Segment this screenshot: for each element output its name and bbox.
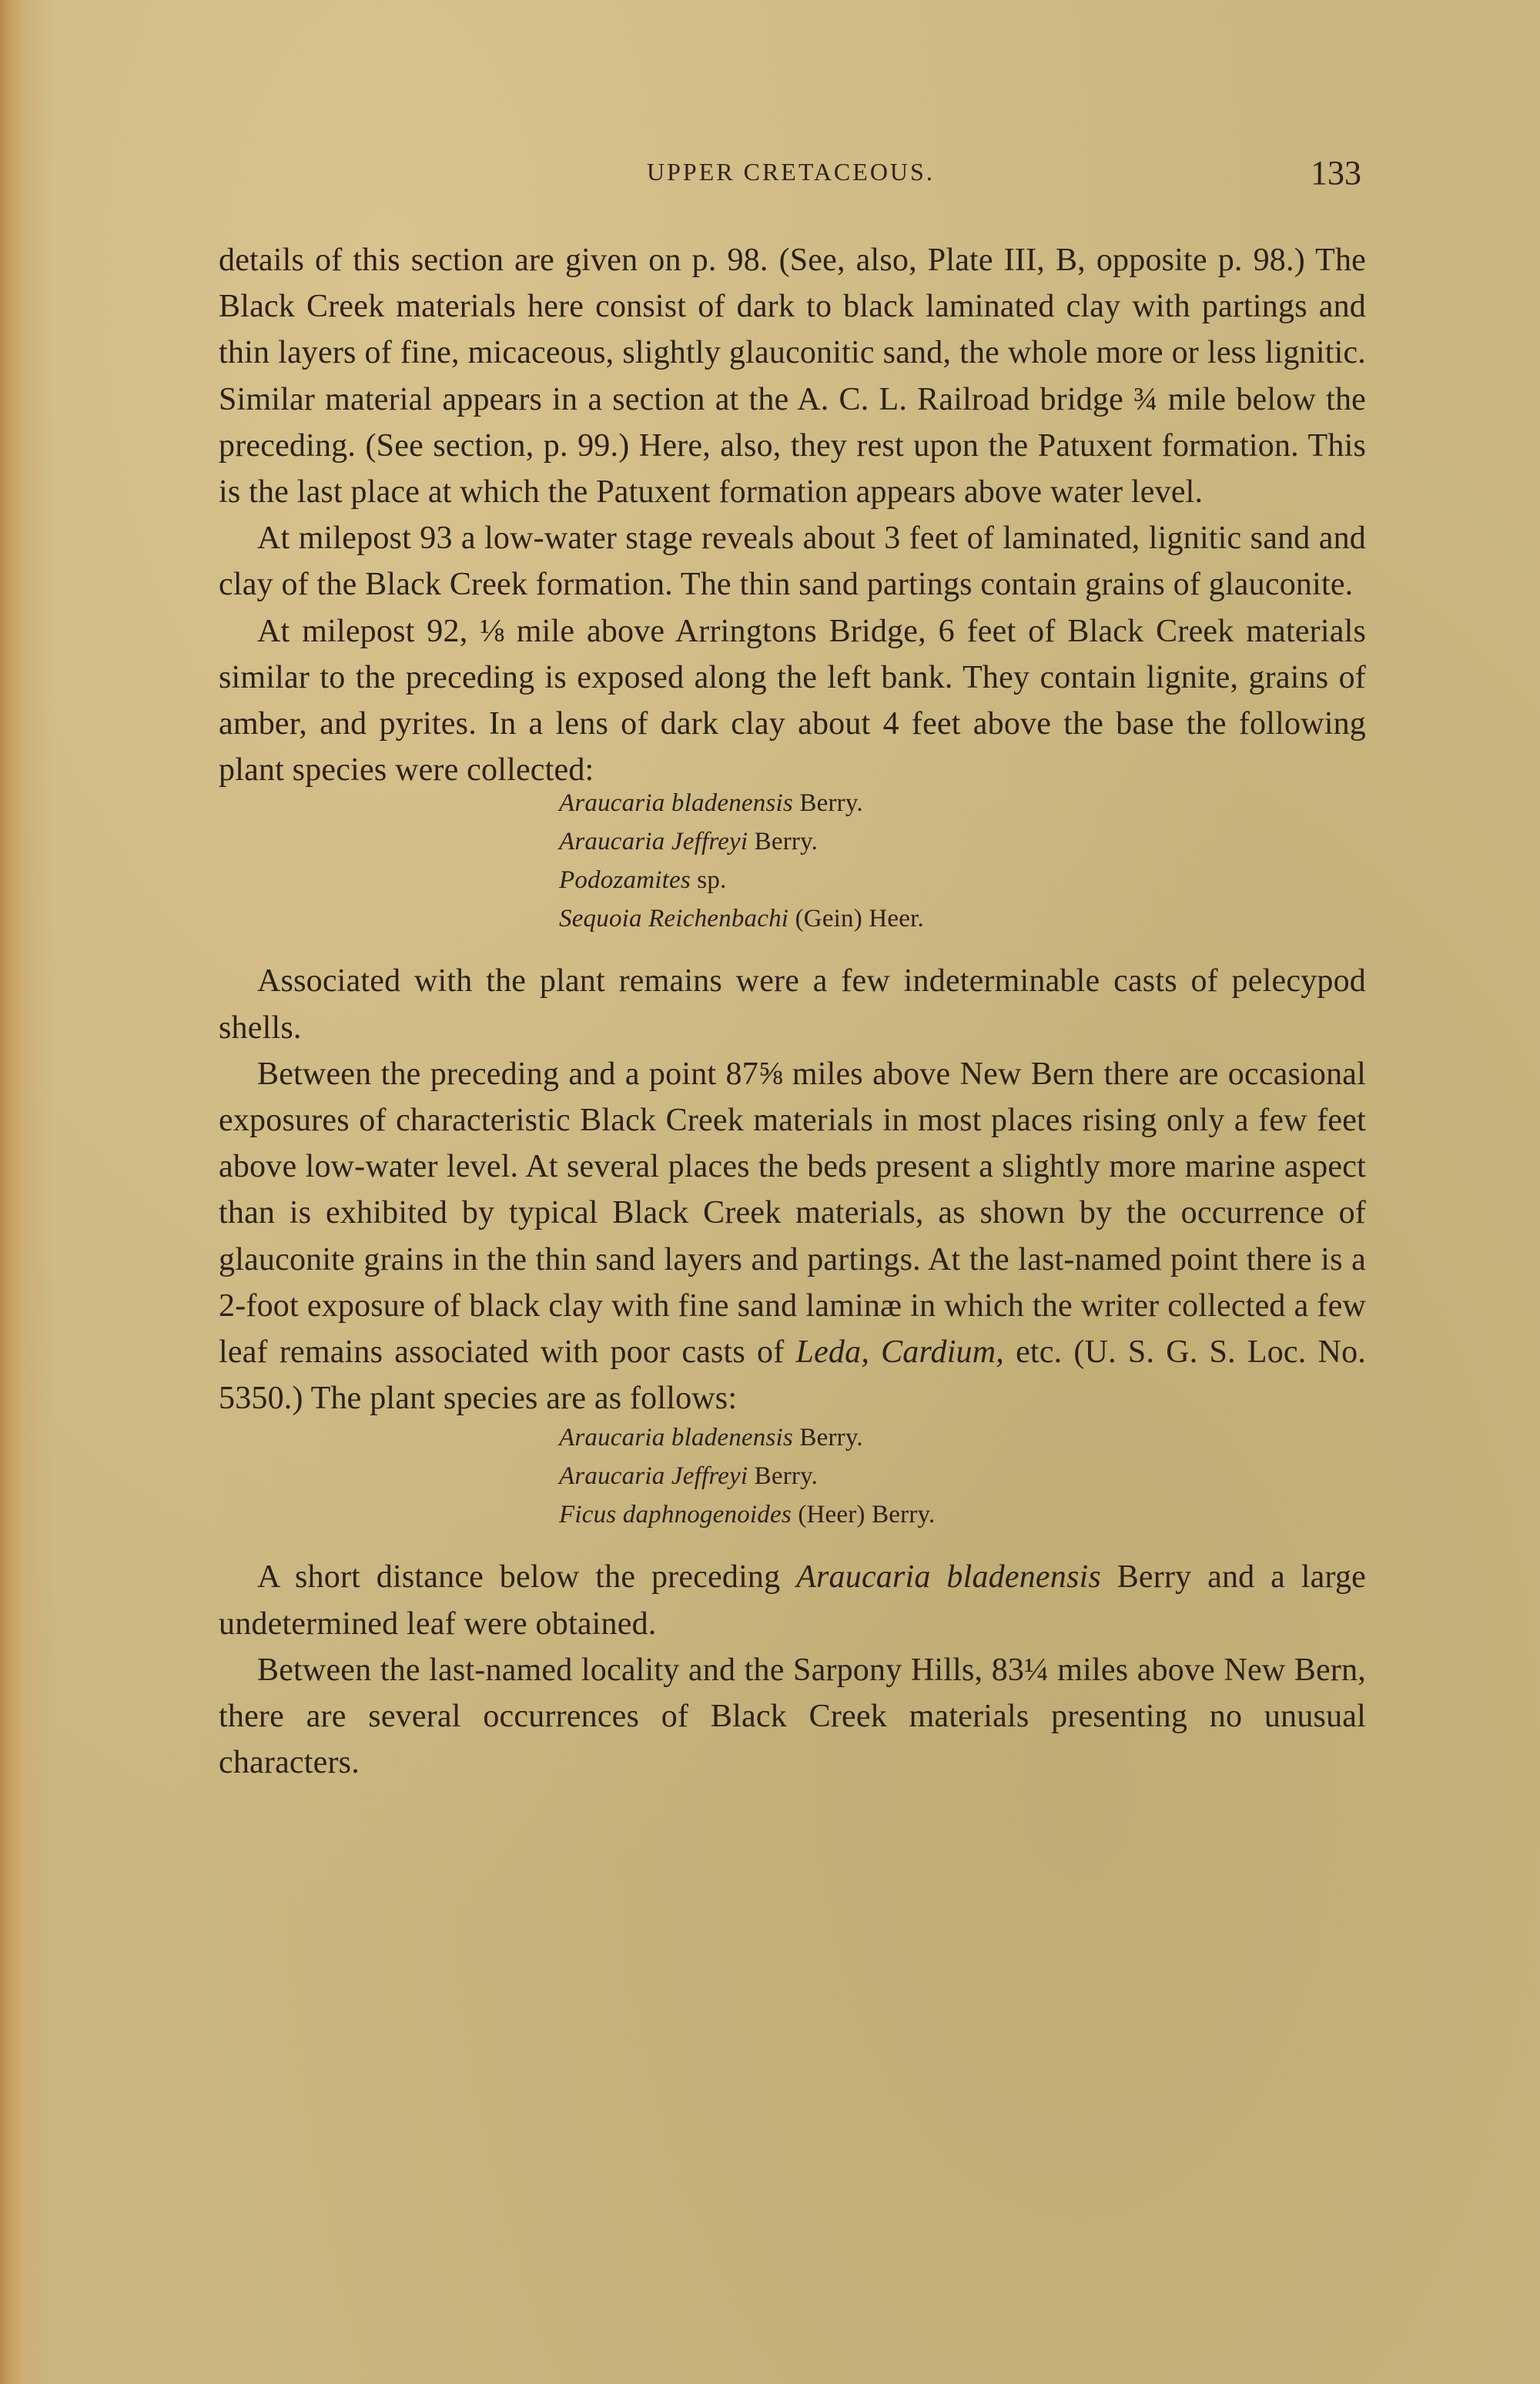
species-authority: Berry. [748,1462,819,1491]
running-title: UPPER CRETACEOUS. [647,158,935,186]
species-list [559,1418,1366,1534]
running-head [0,154,1540,196]
species-item [559,822,1366,861]
paragraph-text: Between the preceding and a point 87⅝ miles above New Bern there are occasional exposures of characteristic Black Creek materials in most places rising only a few feet above low-water level. At several places the beds present a slightly more marine aspect than is exhibited by typical Black Creek materials, as shown by the occurrence of glauconite grains in the thin sand layers and partings. At the last-named point there is a 2-foot exposure of black clay with fine sand laminæ in which the writer collected a few leaf remains associated with poor casts of [219,1056,1366,1371]
paragraph: Associated with the plant remains were a few indeterminable casts of pelecypod shells. [219,963,1366,1046]
species-item [559,861,1366,899]
species-item [559,1418,1366,1457]
italic-genera: Leda, Cardium, [795,1334,1004,1371]
paragraph-text: Berry and a large undetermined leaf were obtained. [219,1559,1366,1642]
species-authority: sp. [690,866,727,895]
species-authority: (Gein) Heer. [788,905,924,933]
species-authority: (Heer) Berry. [791,1501,936,1529]
italic-species: Araucaria bladenensis [796,1559,1101,1595]
paragraph [219,1051,1366,1422]
paragraph-text: A short distance below the preceding [257,1559,797,1595]
species-name: Podozamites [559,866,691,895]
species-name: Araucaria Jeffreyi [559,1462,748,1491]
paragraph-text: etc. (U. S. G. S. Loc. No. 5350.) The plant species are as follows: [219,1334,1366,1417]
species-name: Ficus daphnogenoides [559,1501,792,1529]
species-item [559,899,1366,938]
body-text [219,237,1366,1786]
paragraph: details of this section are given on p. 98. (See, also, Plate III, B, opposite p. 98.) The Black Creek materials here consist of dark to black laminated clay with partings and thin layers of fine, micaceous, slightly glauconitic sand, the whole more or less lignitic. Similar material appears in a section at the A. C. L. Railroad bridge ¾ mile below the preceding. (See section, p. 99.) Here, also, they rest upon the Patuxent formation. This is the last place at which the Patuxent formation appears above water level. [219,243,1366,511]
species-name: Araucaria bladenensis [559,789,793,818]
paragraph: At milepost 92, ⅛ mile above Arringtons Bridge, 6 feet of Black Creek materials similar to the preceding is exposed along the left bank. They contain lignite, grains of amber, and pyrites. In a lens of dark clay about 4 feet above the base the following plant species were collected: [219,613,1366,789]
species-item [559,1495,1366,1534]
paragraph: Between the last-named locality and the Sarpony Hills, 83¼ miles above New Bern, there are several occurrences of Black Creek materials presenting no unusual characters. [219,1652,1366,1781]
species-item [559,1457,1366,1495]
paragraph: At milepost 93 a low-water stage reveals about 3 feet of laminated, lignitic sand and clay of the Black Creek formation. The thin sand partings contain grains of glauconite. [219,521,1366,603]
species-name: Sequoia Reichenbachi [559,905,789,933]
species-authority: Berry. [792,789,863,818]
species-name: Araucaria bladenensis [559,1424,793,1452]
paragraph [219,1554,1366,1646]
species-authority: Berry. [792,1424,863,1452]
species-name: Araucaria Jeffreyi [559,828,748,856]
page-number: 133 [1311,154,1361,192]
species-list [559,784,1366,938]
species-authority: Berry. [748,828,819,856]
species-item [559,784,1366,822]
